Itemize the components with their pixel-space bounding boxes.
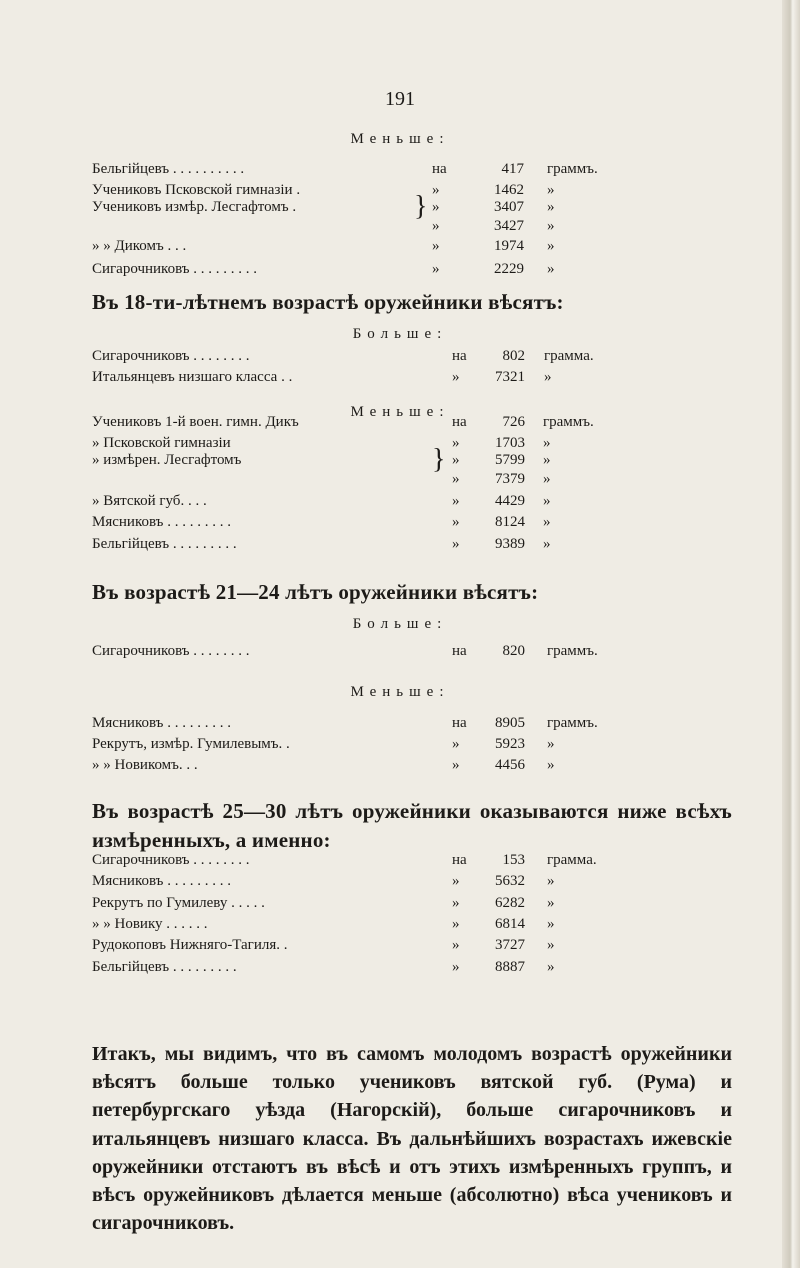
row-unit: » <box>547 757 555 773</box>
row-unit: » <box>547 894 555 911</box>
row-prep: » <box>452 937 460 954</box>
row-unit: граммъ. <box>543 414 594 430</box>
table-row <box>92 158 652 180</box>
row-label: Учениковъ измѣр. Лесгафтомъ . <box>92 199 297 215</box>
row-unit: граммъ. <box>547 161 598 177</box>
row-unit: » <box>547 261 555 277</box>
row-label: Сигарочниковъ . . . . . . . . <box>92 348 250 364</box>
row-prep: » <box>452 915 460 932</box>
row-unit: » <box>543 471 551 487</box>
subheading-more-2: Больше: <box>352 326 448 342</box>
table-row <box>92 892 652 914</box>
row-label: Сигарочниковъ . . . . . . . . <box>92 852 250 868</box>
row-unit: » <box>547 873 555 890</box>
row-prep: » <box>452 757 460 773</box>
row-prep: » <box>452 471 460 487</box>
row-label: » » Дикомъ . . . <box>92 238 187 254</box>
row-label: Мясниковъ . . . . . . . . . <box>92 715 231 731</box>
table-row <box>92 366 652 388</box>
row-prep: » <box>432 218 440 234</box>
row-prep: » <box>452 873 460 890</box>
row-label: Бельгійцевъ . . . . . . . . . . <box>92 161 245 177</box>
table-row <box>92 468 652 490</box>
subheading-less-2: Меньше: <box>350 404 450 420</box>
row-label: Учениковъ Псковской гимназіи . <box>92 182 301 198</box>
row-value: 8887 <box>495 958 525 975</box>
brace-glyph: } <box>414 191 428 222</box>
row-label: Рекрутъ, измѣр. Гумилевымъ. . <box>92 736 290 752</box>
row-unit: » <box>543 452 551 468</box>
row-value: 4429 <box>495 493 525 509</box>
row-value: 7379 <box>495 471 525 487</box>
row-value: 6282 <box>495 894 525 911</box>
row-label: Бельгійцевъ . . . . . . . . . <box>92 958 237 975</box>
subheading-less-3: Меньше: <box>350 684 450 700</box>
row-label: » » Новику . . . . . . <box>92 915 208 932</box>
row-unit: грамма. <box>547 852 597 868</box>
subheading-less-1: Меньше: <box>350 131 450 147</box>
row-unit: » <box>547 958 555 975</box>
row-unit: » <box>547 182 555 198</box>
conclusion-paragraph: Итакъ, мы видимъ, что въ самомъ молодомъ возрастѣ оружейники вѣсятъ больше только учениковъ вятской губ. (Рума) и петербургскаго уѣзда (Нагорскій), больше сигарочниковъ и итальянцевъ низшаго класса. Въ дальнѣйшихъ возрастахъ ижевскіе оружейники отстаютъ въ вѣсѣ и отъ этихъ измѣренныхъ группъ, и вѣсъ оружейниковъ дѣлается меньше (абсолютно) вѣса учениковъ и сигарочниковъ. <box>92 1043 732 1235</box>
row-value: 7321 <box>495 369 525 385</box>
row-unit: » <box>543 536 551 552</box>
row-label: Учениковъ 1-й воен. гимн. Дикъ <box>92 414 299 430</box>
row-value: 820 <box>502 643 525 659</box>
row-unit: граммъ. <box>547 715 598 731</box>
row-prep: » <box>432 238 440 254</box>
row-unit: » <box>543 435 551 451</box>
row-value: 726 <box>502 414 525 430</box>
section-heading-25-30: Въ возрастѣ 25—30 лѣтъ оружейники оказываются ниже всѣхъ измѣренныхъ, а именно: <box>92 799 732 852</box>
row-value: 5632 <box>495 873 525 890</box>
table-row <box>92 490 652 512</box>
table-row <box>92 235 652 257</box>
row-label: » Вятской губ. . . . <box>92 493 207 509</box>
row-label: Рекрутъ по Гумилеву . . . . . <box>92 894 265 911</box>
row-prep: » <box>452 493 460 509</box>
row-prep: на <box>452 414 467 430</box>
subheading-more-3: Больше: <box>352 616 448 632</box>
row-prep: на <box>452 852 467 868</box>
page-edge <box>782 0 800 1268</box>
table-row <box>92 870 652 892</box>
row-unit: грамма. <box>544 348 594 364</box>
row-value: 9389 <box>495 536 525 552</box>
row-value: 802 <box>502 348 525 364</box>
row-prep: » <box>432 182 440 198</box>
row-value: 8905 <box>495 715 525 731</box>
row-prep: на <box>452 348 467 364</box>
row-value: 417 <box>501 161 524 177</box>
row-label: » » Новикомъ. . . <box>92 757 198 773</box>
row-label: » Псковской гимназіи <box>92 435 231 451</box>
row-label: Рудокоповъ Нижняго-Тагиля. . <box>92 937 288 954</box>
row-unit: » <box>547 937 555 954</box>
row-unit: » <box>547 218 555 234</box>
table-row <box>92 411 652 433</box>
row-value: 3727 <box>495 937 525 954</box>
table-row <box>92 733 652 755</box>
table-row <box>92 511 652 533</box>
row-value: 1974 <box>494 238 524 254</box>
table-row <box>92 345 652 367</box>
row-unit: граммъ. <box>547 643 598 659</box>
table-row <box>92 754 652 776</box>
row-prep: на <box>432 161 447 177</box>
row-prep: » <box>452 435 460 451</box>
row-unit: » <box>543 514 551 530</box>
row-value: 1703 <box>495 435 525 451</box>
row-value: 4456 <box>495 757 525 773</box>
row-prep: на <box>452 715 467 731</box>
row-value: 153 <box>502 852 525 868</box>
row-unit: » <box>547 238 555 254</box>
table-row <box>92 712 652 734</box>
row-value: 8124 <box>495 514 525 530</box>
row-unit: » <box>544 369 552 385</box>
table-row <box>92 913 652 935</box>
row-label: Мясниковъ . . . . . . . . . <box>92 873 231 890</box>
table-row <box>92 215 652 237</box>
row-value: 6814 <box>495 915 525 932</box>
row-prep: » <box>452 369 460 385</box>
table-row <box>92 849 652 871</box>
row-unit: » <box>547 199 555 215</box>
row-label: Сигарочниковъ . . . . . . . . . <box>92 261 258 277</box>
row-prep: » <box>452 514 460 530</box>
row-label: Итальянцевъ низшаго класса . . <box>92 369 293 385</box>
row-prep: » <box>432 261 440 277</box>
section-heading-21-24: Въ возрастѣ 21—24 лѣтъ оружейники вѣсятъ: <box>92 580 539 604</box>
table-row <box>92 533 652 555</box>
page-number: 191 <box>385 88 415 110</box>
row-value: 3407 <box>494 199 524 215</box>
row-prep: на <box>452 643 467 659</box>
section-heading-18: Въ 18-ти-лѣтнемъ возрастѣ оружейники вѣсятъ: <box>92 290 564 314</box>
row-value: 5923 <box>495 736 525 752</box>
row-prep: » <box>452 894 460 911</box>
row-prep: » <box>452 958 460 975</box>
table-row <box>92 640 652 662</box>
row-prep: » <box>452 536 460 552</box>
row-label: » измѣрен. Лесгафтомъ <box>92 452 242 468</box>
brace-glyph: } <box>432 444 446 475</box>
table-row <box>92 258 652 280</box>
row-value: 2229 <box>494 261 524 277</box>
row-label: Мясниковъ . . . . . . . . . <box>92 514 231 530</box>
row-unit: » <box>547 915 555 932</box>
row-prep: » <box>432 199 440 215</box>
table-row <box>92 934 652 956</box>
row-prep: » <box>452 736 460 752</box>
row-value: 5799 <box>495 452 525 468</box>
row-value: 3427 <box>494 218 524 234</box>
table-row <box>92 956 652 978</box>
row-label: Сигарочниковъ . . . . . . . . <box>92 643 250 659</box>
row-unit: » <box>547 736 555 752</box>
row-label: Бельгійцевъ . . . . . . . . . <box>92 536 237 552</box>
row-prep: » <box>452 452 460 468</box>
row-unit: » <box>543 493 551 509</box>
row-value: 1462 <box>494 182 524 198</box>
